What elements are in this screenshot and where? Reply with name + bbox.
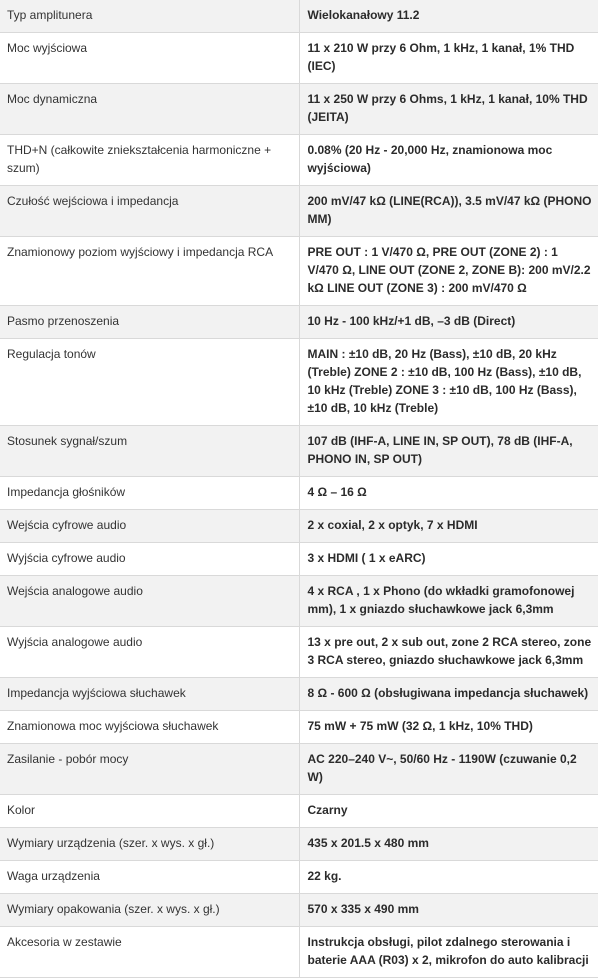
- table-row: [0, 828, 598, 861]
- spec-value: Instrukcja obsługi, pilot zdalnego sterowania i baterie AAA (R03) x 2, mikrofon do auto kalibracji: [299, 927, 598, 978]
- table-row: [0, 861, 598, 894]
- table-row: [0, 576, 598, 627]
- spec-value: 435 x 201.5 x 480 mm: [299, 828, 598, 861]
- spec-value: Czarny: [299, 795, 598, 828]
- table-row: [0, 627, 598, 678]
- spec-label: Kolor: [0, 795, 299, 828]
- spec-label: Zasilanie - pobór mocy: [0, 744, 299, 795]
- spec-value: 10 Hz - 100 kHz/+1 dB, –3 dB (Direct): [299, 306, 598, 339]
- spec-label: Wymiary opakowania (szer. x wys. x gł.): [0, 894, 299, 927]
- spec-value: 570 x 335 x 490 mm: [299, 894, 598, 927]
- table-row: [0, 237, 598, 306]
- spec-value: 107 dB (IHF-A, LINE IN, SP OUT), 78 dB (IHF-A, PHONO IN, SP OUT): [299, 426, 598, 477]
- table-row: [0, 84, 598, 135]
- spec-label: THD+N (całkowite zniekształcenia harmoniczne + szum): [0, 135, 299, 186]
- spec-value: PRE OUT : 1 V/470 Ω, PRE OUT (ZONE 2) : 1 V/470 Ω, LINE OUT (ZONE 2, ZONE B): 200 mV/2.2 kΩ LINE OUT (ZONE 3) : 200 mV/470 Ω: [299, 237, 598, 306]
- table-row: [0, 894, 598, 927]
- spec-value: 8 Ω - 600 Ω (obsługiwana impedancja słuchawek): [299, 678, 598, 711]
- table-row: [0, 543, 598, 576]
- spec-value: 4 x RCA , 1 x Phono (do wkładki gramofonowej mm), 1 x gniazdo słuchawkowe jack 6,3mm: [299, 576, 598, 627]
- table-row: [0, 795, 598, 828]
- spec-label: Znamionowy poziom wyjściowy i impedancja RCA: [0, 237, 299, 306]
- spec-label: Wyjścia cyfrowe audio: [0, 543, 299, 576]
- spec-label: Waga urządzenia: [0, 861, 299, 894]
- table-row: [0, 927, 598, 978]
- spec-value: AC 220–240 V~, 50/60 Hz - 1190W (czuwanie 0,2 W): [299, 744, 598, 795]
- table-row: [0, 744, 598, 795]
- table-row: [0, 0, 598, 33]
- spec-value: MAIN : ±10 dB, 20 Hz (Bass), ±10 dB, 20 kHz (Treble) ZONE 2 : ±10 dB, 100 Hz (Bass), ±10 dB, 10 kHz (Treble) ZONE 3 : ±10 dB, 100 Hz (Bass), ±10 dB, 10 kHz (Treble): [299, 339, 598, 426]
- spec-label: Akcesoria w zestawie: [0, 927, 299, 978]
- spec-value: 2 x coxial, 2 x optyk, 7 x HDMI: [299, 510, 598, 543]
- spec-value: 22 kg.: [299, 861, 598, 894]
- spec-label: Wejścia cyfrowe audio: [0, 510, 299, 543]
- table-row: [0, 426, 598, 477]
- spec-label: Typ amplitunera: [0, 0, 299, 33]
- spec-label: Wymiary urządzenia (szer. x wys. x gł.): [0, 828, 299, 861]
- spec-label: Impedancja wyjściowa słuchawek: [0, 678, 299, 711]
- spec-label: Znamionowa moc wyjściowa słuchawek: [0, 711, 299, 744]
- spec-label: Pasmo przenoszenia: [0, 306, 299, 339]
- spec-value: 3 x HDMI ( 1 x eARC): [299, 543, 598, 576]
- table-row: [0, 33, 598, 84]
- spec-value: 200 mV/47 kΩ (LINE(RCA)), 3.5 mV/47 kΩ (PHONO MM): [299, 186, 598, 237]
- spec-label: Wyjścia analogowe audio: [0, 627, 299, 678]
- table-row: [0, 678, 598, 711]
- spec-value: 11 x 210 W przy 6 Ohm, 1 kHz, 1 kanał, 1% THD (IEC): [299, 33, 598, 84]
- spec-value: 0.08% (20 Hz - 20,000 Hz, znamionowa moc wyjściowa): [299, 135, 598, 186]
- table-row: [0, 135, 598, 186]
- spec-label: Moc dynamiczna: [0, 84, 299, 135]
- spec-label: Stosunek sygnał/szum: [0, 426, 299, 477]
- spec-value: 75 mW + 75 mW (32 Ω, 1 kHz, 10% THD): [299, 711, 598, 744]
- table-row: [0, 477, 598, 510]
- table-row: [0, 339, 598, 426]
- spec-label: Czułość wejściowa i impedancja: [0, 186, 299, 237]
- table-row: [0, 186, 598, 237]
- table-row: [0, 306, 598, 339]
- table-row: [0, 711, 598, 744]
- spec-value: 4 Ω – 16 Ω: [299, 477, 598, 510]
- spec-label: Wejścia analogowe audio: [0, 576, 299, 627]
- table-row: [0, 510, 598, 543]
- spec-label: Moc wyjściowa: [0, 33, 299, 84]
- spec-label: Regulacja tonów: [0, 339, 299, 426]
- spec-value: 13 x pre out, 2 x sub out, zone 2 RCA stereo, zone 3 RCA stereo, gniazdo słuchawkowe jack 6,3mm: [299, 627, 598, 678]
- spec-value: Wielokanałowy 11.2: [299, 0, 598, 33]
- spec-label: Impedancja głośników: [0, 477, 299, 510]
- spec-value: 11 x 250 W przy 6 Ohms, 1 kHz, 1 kanał, 10% THD (JEITA): [299, 84, 598, 135]
